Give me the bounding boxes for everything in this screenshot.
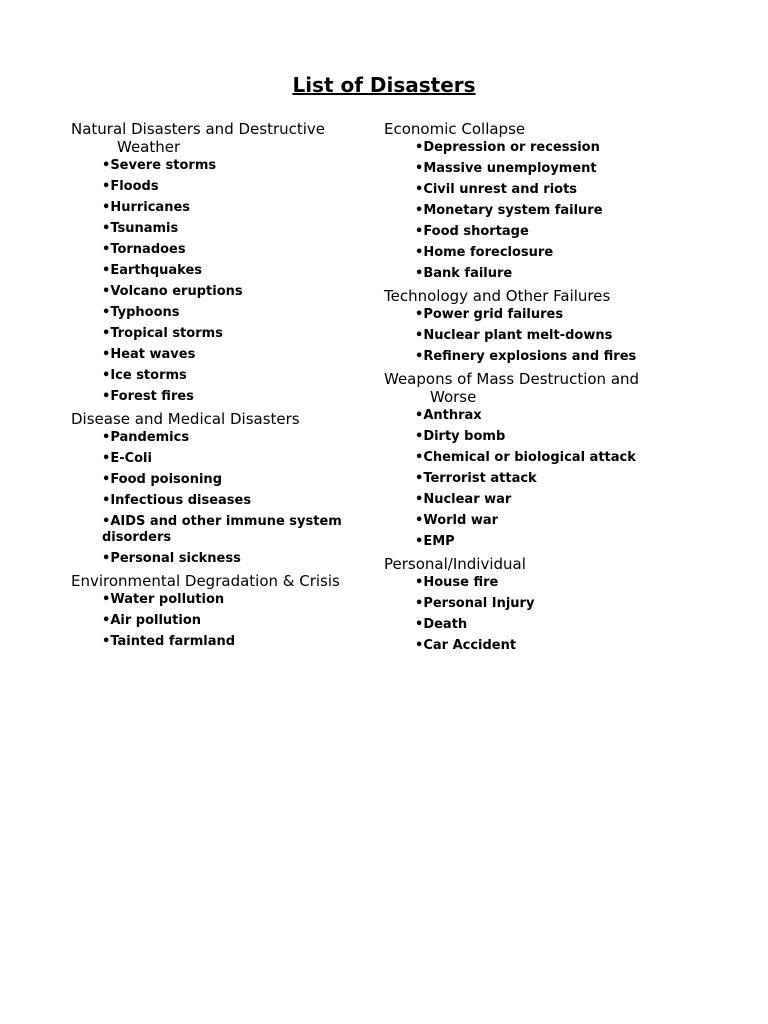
list-item-text: Air pollution: [110, 612, 202, 628]
bullet-icon: •: [102, 200, 111, 215]
section-technology-and-other-failures: [384, 285, 684, 368]
list-item-text: Severe storms: [110, 158, 217, 173]
item-list: [71, 590, 381, 653]
bullet-icon: •: [102, 633, 111, 649]
list-item: [102, 198, 381, 219]
list-item-text: Tropical storms: [110, 326, 223, 341]
list-item-text: Bank failure: [423, 266, 513, 281]
list-item-text: Food poisoning: [110, 472, 222, 487]
list-item-text: Home foreclosure: [423, 245, 554, 260]
item-list: [384, 138, 684, 285]
list-item: [102, 611, 381, 632]
bullet-icon: •: [415, 182, 424, 197]
list-item: [102, 324, 381, 345]
list-item-text: Chemical or biological attack: [423, 450, 636, 465]
list-item-text: Power grid failures: [423, 307, 564, 322]
bullet-icon: •: [415, 638, 424, 653]
bullet-icon: •: [415, 224, 424, 239]
section-economic-collapse: [384, 118, 684, 285]
bullet-icon: •: [415, 161, 424, 176]
bullet-icon: •: [102, 493, 111, 508]
list-item: [102, 240, 381, 261]
list-item: [415, 159, 684, 180]
section-heading: Disease and Medical Disasters: [71, 410, 300, 428]
list-item: [102, 470, 381, 491]
right-column: [384, 118, 684, 657]
list-item: [102, 549, 381, 570]
list-item: [102, 366, 381, 387]
bullet-icon: •: [415, 245, 424, 260]
bullet-icon: •: [415, 408, 424, 423]
list-item-text: Terrorist attack: [423, 471, 537, 486]
list-item: [415, 264, 684, 285]
list-item-text: Earthquakes: [110, 263, 203, 278]
bullet-icon: •: [102, 430, 111, 445]
list-item: [102, 303, 381, 324]
list-item: [415, 636, 684, 657]
list-item-text: Personal sickness: [110, 550, 241, 566]
list-item-text: AIDS and other immune system disorders: [102, 514, 342, 545]
bullet-icon: •: [102, 158, 111, 173]
bullet-icon: •: [102, 284, 111, 299]
bullet-icon: •: [415, 617, 424, 632]
list-item-text: Nuclear plant melt-downs: [423, 328, 613, 343]
section-heading: Weapons of Mass Destruction and Worse: [384, 370, 640, 406]
item-list: [71, 428, 381, 570]
list-item-text: Personal Injury: [423, 596, 535, 611]
section-personal-individual: [384, 553, 684, 657]
list-item: [102, 261, 381, 282]
list-item: [102, 345, 381, 366]
list-item: [415, 469, 684, 490]
bullet-icon: •: [102, 347, 111, 362]
list-item: [415, 594, 684, 615]
list-item-text: Ice storms: [110, 368, 187, 383]
list-item-text: Typhoons: [110, 305, 180, 320]
section-heading: Natural Disasters and Destructive Weather: [71, 120, 326, 156]
bullet-icon: •: [415, 513, 424, 528]
list-item: [415, 511, 684, 532]
bullet-icon: •: [102, 550, 111, 566]
bullet-icon: •: [102, 263, 111, 278]
bullet-icon: •: [415, 140, 424, 155]
bullet-icon: •: [415, 349, 424, 364]
list-item-text: House fire: [423, 575, 499, 590]
section-heading: Environmental Degradation & Crisis: [71, 571, 340, 590]
section-environmental-degradation-crisis: [71, 570, 381, 653]
list-item-text: Food shortage: [423, 224, 529, 239]
list-item: [415, 448, 684, 469]
list-item-text: Tainted farmland: [110, 633, 236, 649]
list-item: [415, 573, 684, 594]
list-item: [415, 532, 684, 553]
bullet-icon: •: [102, 612, 111, 628]
bullet-icon: •: [415, 307, 424, 322]
list-item: [102, 512, 381, 549]
item-list: [384, 573, 684, 657]
list-item-text: Floods: [110, 179, 159, 194]
bullet-icon: •: [102, 591, 111, 607]
list-item: [415, 615, 684, 636]
bullet-icon: •: [415, 596, 424, 611]
bullet-icon: •: [102, 326, 111, 341]
list-item-text: Death: [423, 617, 468, 632]
list-item-text: Depression or recession: [423, 140, 600, 155]
bullet-icon: •: [102, 179, 111, 194]
list-item-text: Nuclear war: [423, 492, 512, 507]
list-item-text: Massive unemployment: [423, 161, 597, 176]
list-item-text: Volcano eruptions: [110, 284, 243, 299]
list-item: [415, 326, 684, 347]
page-title: List of Disasters: [292, 73, 476, 97]
list-item: [102, 632, 381, 653]
list-item: [102, 156, 381, 177]
bullet-icon: •: [102, 221, 111, 236]
bullet-icon: •: [415, 575, 424, 590]
list-item: [102, 428, 381, 449]
list-item: [102, 387, 381, 408]
list-item-text: World war: [423, 513, 499, 528]
section-heading: Personal/Individual: [384, 555, 526, 573]
list-item: [415, 427, 684, 448]
section-disease-and-medical-disasters: [71, 408, 381, 570]
list-item-text: Car Accident: [423, 638, 517, 653]
list-item-text: Pandemics: [110, 430, 190, 445]
bullet-icon: •: [415, 492, 424, 507]
bullet-icon: •: [102, 451, 111, 466]
list-item: [415, 490, 684, 511]
list-item-text: EMP: [423, 534, 455, 549]
section-heading: Economic Collapse: [384, 120, 526, 138]
list-item: [102, 449, 381, 470]
left-column: [71, 118, 381, 653]
list-item-text: Civil unrest and riots: [423, 182, 578, 197]
item-list: [71, 156, 381, 408]
list-item-text: Refinery explosions and fires: [423, 349, 637, 364]
section-heading: Technology and Other Failures: [384, 287, 611, 305]
list-item-text: E-Coli: [110, 451, 152, 466]
list-item: [102, 590, 381, 611]
list-item-text: Dirty bomb: [423, 429, 506, 444]
bullet-icon: •: [102, 305, 111, 320]
list-item: [415, 347, 684, 368]
section-weapons-of-mass-destruction-and-worse: [384, 368, 684, 553]
list-item-text: Forest fires: [110, 389, 194, 404]
list-item-text: Infectious diseases: [110, 493, 252, 508]
bullet-icon: •: [415, 266, 424, 281]
list-item: [415, 243, 684, 264]
bullet-icon: •: [415, 471, 424, 486]
list-item: [415, 222, 684, 243]
list-item: [415, 138, 684, 159]
list-item: [415, 180, 684, 201]
bullet-icon: •: [415, 328, 424, 343]
bullet-icon: •: [102, 242, 111, 257]
bullet-icon: •: [415, 203, 424, 218]
list-item-text: Tornadoes: [110, 242, 186, 257]
list-item: [415, 406, 684, 427]
list-item-text: Hurricanes: [110, 200, 191, 215]
bullet-icon: •: [415, 534, 424, 549]
list-item: [102, 219, 381, 240]
item-list: [384, 305, 684, 368]
bullet-icon: •: [102, 472, 111, 487]
bullet-icon: •: [102, 368, 111, 383]
list-item-text: Tsunamis: [110, 221, 179, 236]
list-item-text: Anthrax: [423, 408, 482, 423]
list-item: [102, 491, 381, 512]
bullet-icon: •: [102, 514, 111, 529]
list-item: [415, 201, 684, 222]
list-item-text: Heat waves: [110, 347, 196, 362]
list-item: [415, 305, 684, 326]
list-item: [102, 177, 381, 198]
list-item-text: Monetary system failure: [423, 203, 603, 218]
list-item-text: Water pollution: [110, 591, 225, 607]
list-item: [102, 282, 381, 303]
bullet-icon: •: [415, 450, 424, 465]
bullet-icon: •: [415, 429, 424, 444]
bullet-icon: •: [102, 389, 111, 404]
item-list: [384, 406, 684, 553]
section-natural-disasters-and-destructive-weather: [71, 118, 381, 408]
